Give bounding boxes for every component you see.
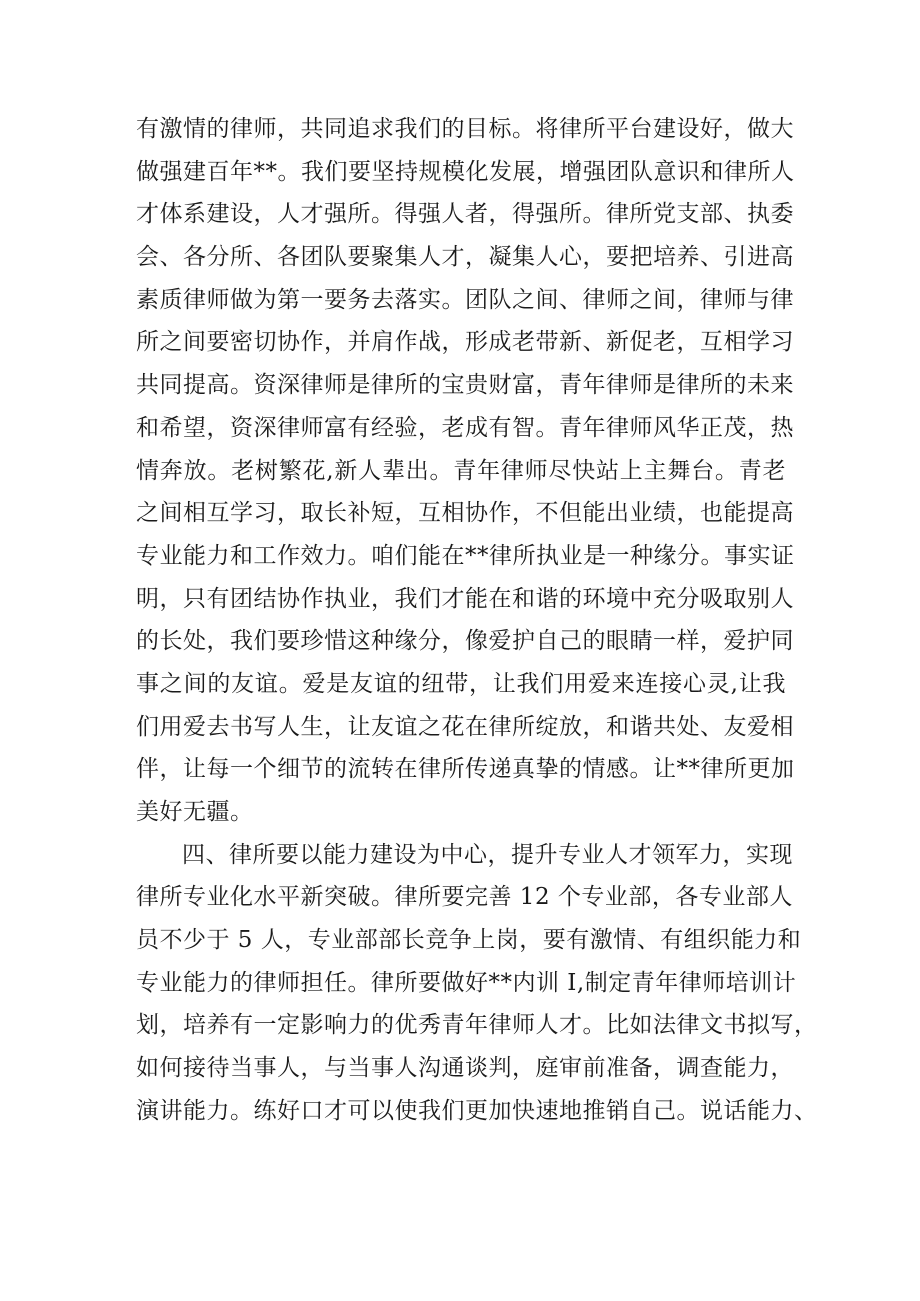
- text-line: 做强建百年**。我们要坚持规模化发展，增强团队意识和律所人: [136, 158, 795, 185]
- text-line: 有激情的律师，共同追求我们的目标。将律所平台建设好，做大: [136, 116, 794, 142]
- text-line: 员不少于 5 人，专业部部长竞争上岗，要有激情、有组织能力和: [136, 927, 802, 954]
- text-line: 律所专业化水平新突破。律所要完善 12 个专业部，各专业部人: [136, 884, 793, 911]
- text-line: 们用爱去书写人生，让友谊之花在律所绽放，和谐共处、友爱相: [136, 713, 794, 740]
- text-line: 素质律师做为第一要务去落实。团队之间、律师之间，律师与律: [136, 286, 794, 313]
- text-line: 专业能力的律师担任。律所要做好**内训 I,制定青年律师培训计: [136, 969, 797, 996]
- text-line: 伴，让每一个细节的流转在律所传递真挚的情感。让**律所更加: [136, 756, 795, 783]
- paragraph-2: [136, 834, 818, 1133]
- document-body: [136, 108, 818, 1133]
- text-line: 演讲能力。练好口才可以使我们更加快速地推销自己。说话能力、: [136, 1097, 818, 1124]
- text-line: 事之间的友谊。爱是友谊的纽带，让我们用爱来连接心灵,让我: [136, 670, 786, 697]
- text-line: 划，培养有一定影响力的优秀青年律师人才。比如法律文书拟写，: [136, 1012, 818, 1039]
- text-line: 美好无疆。: [136, 799, 254, 825]
- text-line: 四、律所要以能力建设为中心，提升专业人才领军力，实现: [182, 841, 793, 868]
- text-line: 的长处，我们要珍惜这种缘分，像爱护自己的眼睛一样，爱护同: [136, 628, 794, 655]
- text-line: 之间相互学习，取长补短，互相协作，不但能出业绩，也能提高: [136, 500, 794, 527]
- text-line: 所之间要密切协作，并肩作战，形成老带新、新促老，互相学习: [136, 329, 794, 356]
- paragraph-1: [136, 108, 795, 834]
- text-line: 如何接待当事人，与当事人沟通谈判，庭审前准备，调查能力，: [136, 1055, 794, 1082]
- text-line: 情奔放。老树繁花,新人辈出。青年律师尽快站上主舞台。青老: [136, 457, 786, 484]
- text-line: 明，只有团结协作执业，我们才能在和谐的环境中充分吸取别人: [136, 585, 794, 612]
- text-line: 会、各分所、各团队要聚集人才，凝集人心，要把培养、引进高: [136, 244, 794, 271]
- text-line: 共同提高。资深律师是律所的宝贵财富，青年律师是律所的未来: [136, 372, 794, 399]
- text-line: 和希望，资深律师富有经验，老成有智。青年律师风华正茂，热: [136, 414, 794, 441]
- text-line: 专业能力和工作效力。咱们能在**律所执业是一种缘分。事实证: [136, 542, 795, 569]
- text-line: 才体系建设，人才强所。得强人者，得强所。律所党支部、执委: [136, 201, 794, 228]
